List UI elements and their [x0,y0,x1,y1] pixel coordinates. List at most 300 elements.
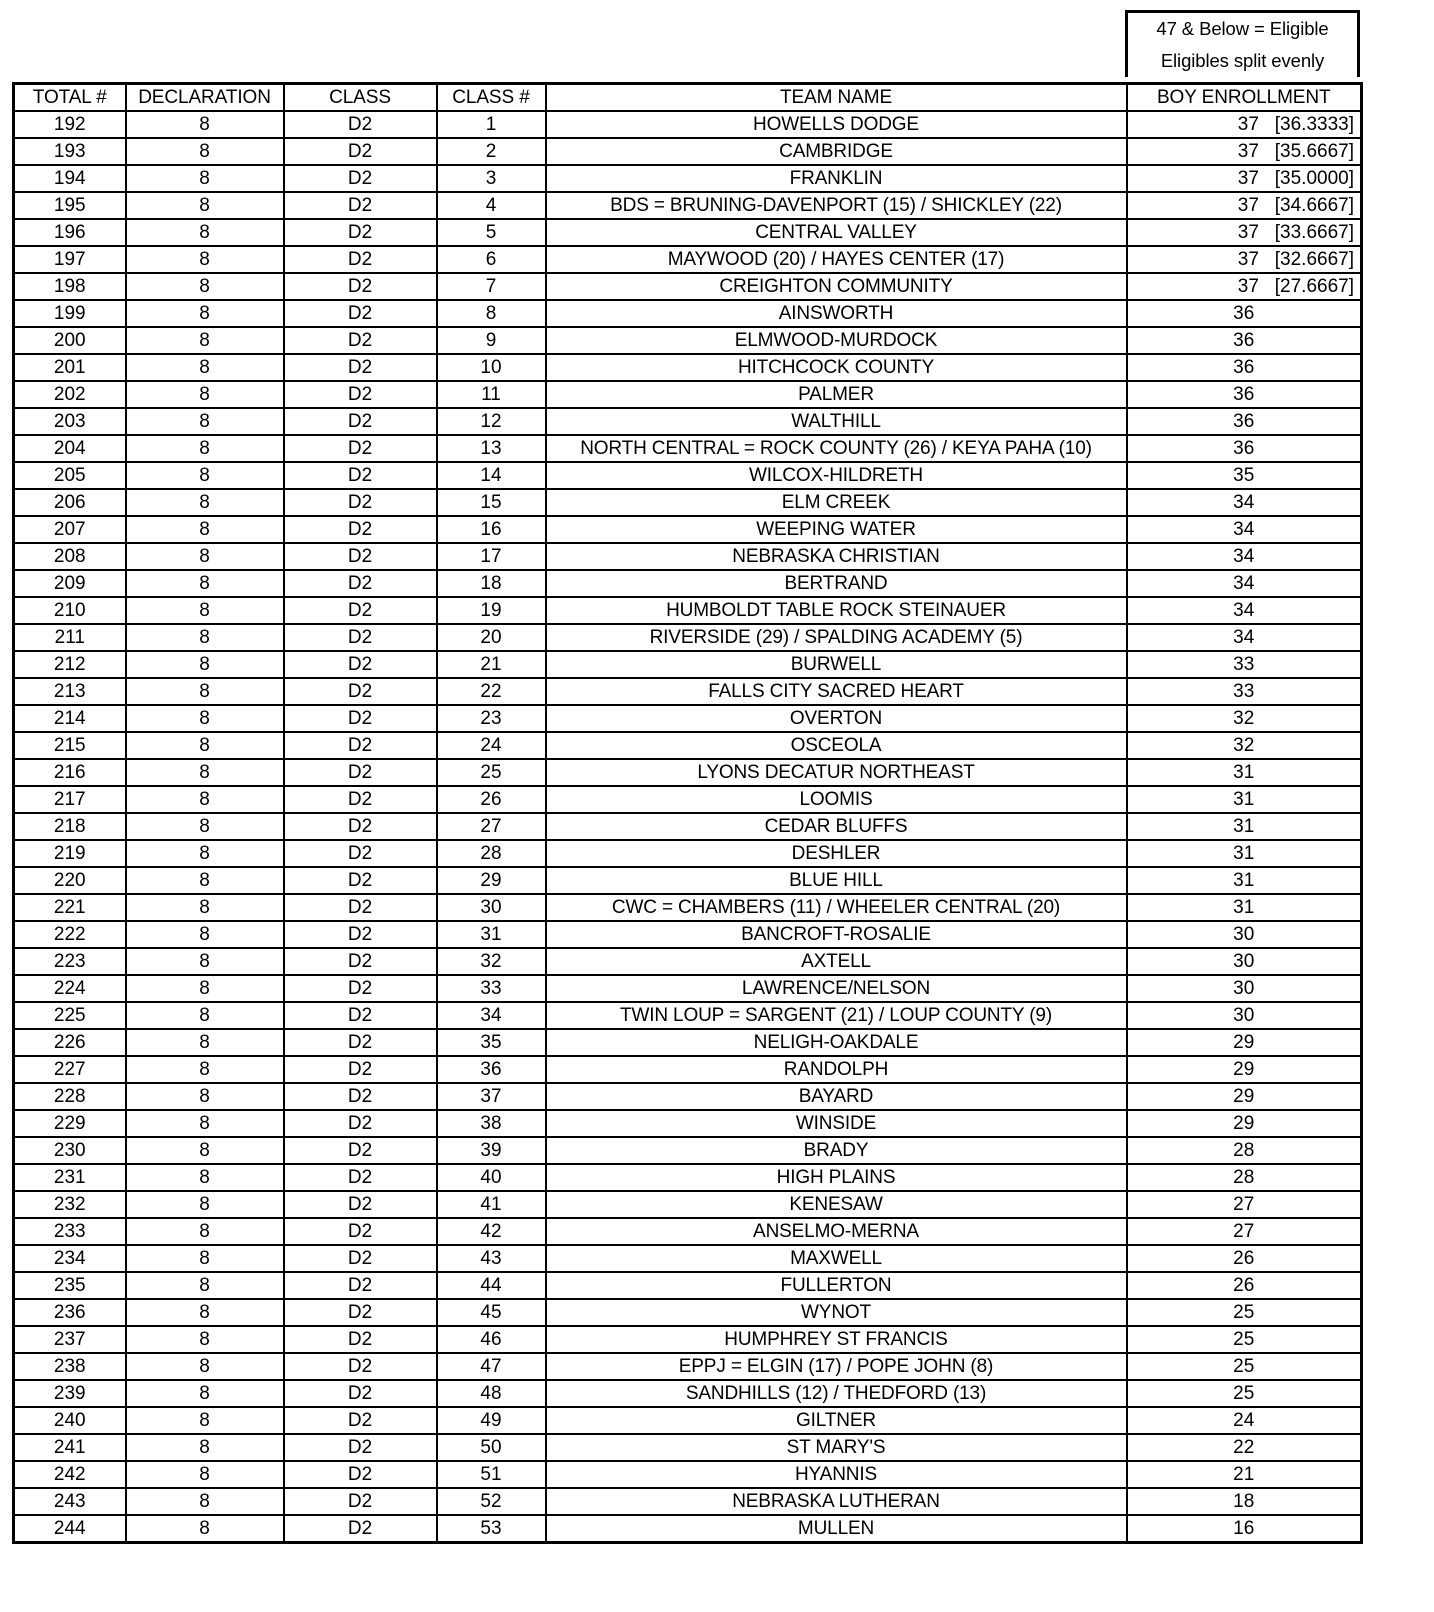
cell-boy-enrollment [1127,597,1362,624]
cell-declaration: 8 [126,192,284,219]
boy-enrollment-split-value: 37 [27.6667] [1237,276,1354,297]
table-row[interactable] [14,1515,1362,1543]
cell-boy-enrollment [1127,1110,1362,1137]
cell-team-name: NEBRASKA LUTHERAN [546,1488,1127,1515]
column-header-declaration[interactable]: DECLARATION [126,84,284,112]
cell-declaration: 8 [126,1029,284,1056]
cell-total: 213 [14,678,126,705]
cell-class-number: 15 [437,489,546,516]
boy-enrollment-split-value: 37 [35.0000] [1237,168,1354,189]
cell-team-name: BANCROFT-ROSALIE [546,921,1127,948]
cell-total: 235 [14,1272,126,1299]
table-row[interactable] [14,489,1362,516]
cell-total: 237 [14,1326,126,1353]
cell-team-name: EPPJ = ELGIN (17) / POPE JOHN (8) [546,1353,1127,1380]
boy-enrollment-value: 31 [1233,870,1255,891]
cell-class-number: 7 [437,273,546,300]
boy-enrollment-value: 36 [1233,357,1255,378]
cell-class: D2 [284,1299,437,1326]
cell-boy-enrollment [1127,1272,1362,1299]
cell-class-number: 36 [437,1056,546,1083]
boy-enrollment-split-value: 37 [36.3333] [1237,114,1354,135]
cell-class-number: 5 [437,219,546,246]
cell-boy-enrollment [1127,219,1362,246]
table-row[interactable] [14,273,1362,300]
cell-class-number: 38 [437,1110,546,1137]
cell-declaration: 8 [126,543,284,570]
cell-declaration: 8 [126,246,284,273]
cell-class-number: 18 [437,570,546,597]
cell-declaration: 8 [126,435,284,462]
cell-team-name: WINSIDE [546,1110,1127,1137]
cell-declaration: 8 [126,1218,284,1245]
cell-class-number: 8 [437,300,546,327]
cell-class-number: 35 [437,1029,546,1056]
cell-boy-enrollment [1127,138,1362,165]
table-row[interactable] [14,1002,1362,1029]
cell-total: 210 [14,597,126,624]
cell-class-number: 48 [437,1380,546,1407]
cell-boy-enrollment [1127,192,1362,219]
boy-enrollment-value: 34 [1233,519,1255,540]
cell-boy-enrollment [1127,786,1362,813]
cell-team-name: MAXWELL [546,1245,1127,1272]
cell-boy-enrollment [1127,651,1362,678]
boy-enrollment-value: 29 [1233,1059,1255,1080]
cell-boy-enrollment [1127,1407,1362,1434]
cell-team-name: HITCHCOCK COUNTY [546,354,1127,381]
cell-team-name: OVERTON [546,705,1127,732]
cell-declaration: 8 [126,165,284,192]
boy-enrollment-value: 36 [1233,330,1255,351]
cell-team-name: LOOMIS [546,786,1127,813]
cell-class: D2 [284,840,437,867]
boy-enrollment-split-value: 37 [32.6667] [1237,249,1354,270]
table-row[interactable] [14,1029,1362,1056]
table-row[interactable] [14,138,1362,165]
cell-team-name: RANDOLPH [546,1056,1127,1083]
cell-total: 196 [14,219,126,246]
cell-team-name: ANSELMO-MERNA [546,1218,1127,1245]
cell-class: D2 [284,462,437,489]
cell-class-number: 11 [437,381,546,408]
cell-boy-enrollment [1127,1137,1362,1164]
cell-total: 244 [14,1515,126,1543]
cell-class: D2 [284,1515,437,1543]
cell-total: 206 [14,489,126,516]
column-header-boy-enrollment[interactable]: BOY ENROLLMENT [1127,84,1362,112]
cell-class: D2 [284,1056,437,1083]
column-header-class[interactable]: CLASS [284,84,437,112]
cell-class-number: 16 [437,516,546,543]
cell-team-name: CEDAR BLUFFS [546,813,1127,840]
cell-class-number: 51 [437,1461,546,1488]
table-row[interactable] [14,813,1362,840]
cell-declaration: 8 [126,1002,284,1029]
cell-total: 234 [14,1245,126,1272]
cell-class-number: 20 [437,624,546,651]
boy-enrollment-value: 30 [1233,978,1255,999]
cell-total: 208 [14,543,126,570]
cell-total: 215 [14,732,126,759]
boy-enrollment-value: 34 [1233,600,1255,621]
cell-team-name: RIVERSIDE (29) / SPALDING ACADEMY (5) [546,624,1127,651]
cell-class: D2 [284,327,437,354]
cell-class-number: 30 [437,894,546,921]
cell-class-number: 43 [437,1245,546,1272]
table-row[interactable] [14,1137,1362,1164]
cell-boy-enrollment [1127,1191,1362,1218]
column-header-team-name[interactable]: TEAM NAME [546,84,1127,112]
cell-boy-enrollment [1127,894,1362,921]
cell-class-number: 37 [437,1083,546,1110]
cell-total: 202 [14,381,126,408]
cell-class: D2 [284,1164,437,1191]
boy-enrollment-value: 34 [1233,546,1255,567]
cell-class-number: 2 [437,138,546,165]
cell-team-name: LYONS DECATUR NORTHEAST [546,759,1127,786]
cell-declaration: 8 [126,300,284,327]
cell-class: D2 [284,300,437,327]
cell-declaration: 8 [126,1245,284,1272]
table-row[interactable] [14,462,1362,489]
cell-class-number: 23 [437,705,546,732]
table-row[interactable] [14,246,1362,273]
table-row[interactable] [14,327,1362,354]
table-row[interactable] [14,165,1362,192]
boy-enrollment-value: 30 [1233,924,1255,945]
table-row[interactable] [14,1191,1362,1218]
table-row[interactable] [14,1272,1362,1299]
cell-total: 231 [14,1164,126,1191]
cell-class: D2 [284,246,437,273]
cell-team-name: BLUE HILL [546,867,1127,894]
cell-total: 218 [14,813,126,840]
cell-class-number: 1 [437,111,546,138]
cell-declaration: 8 [126,921,284,948]
cell-declaration: 8 [126,597,284,624]
cell-total: 223 [14,948,126,975]
cell-team-name: LAWRENCE/NELSON [546,975,1127,1002]
boy-enrollment-value: 32 [1233,735,1255,756]
cell-declaration: 8 [126,1272,284,1299]
cell-total: 198 [14,273,126,300]
cell-team-name: MAYWOOD (20) / HAYES CENTER (17) [546,246,1127,273]
cell-class: D2 [284,867,437,894]
cell-boy-enrollment [1127,1299,1362,1326]
cell-class-number: 3 [437,165,546,192]
boy-enrollment-value: 29 [1233,1032,1255,1053]
cell-boy-enrollment [1127,1083,1362,1110]
boy-enrollment-value: 24 [1233,1410,1255,1431]
table-row[interactable] [14,1056,1362,1083]
table-row[interactable] [14,1380,1362,1407]
cell-boy-enrollment [1127,732,1362,759]
cell-boy-enrollment [1127,840,1362,867]
cell-total: 229 [14,1110,126,1137]
cell-total: 233 [14,1218,126,1245]
cell-team-name: BURWELL [546,651,1127,678]
cell-declaration: 8 [126,1083,284,1110]
table-row[interactable] [14,948,1362,975]
column-header-total[interactable]: TOTAL # [14,84,126,112]
cell-total: 199 [14,300,126,327]
table-row[interactable] [14,381,1362,408]
table-row[interactable] [14,1245,1362,1272]
cell-class-number: 6 [437,246,546,273]
cell-declaration: 8 [126,1326,284,1353]
cell-total: 227 [14,1056,126,1083]
cell-team-name: WEEPING WATER [546,516,1127,543]
table-row[interactable] [14,516,1362,543]
table-row[interactable] [14,624,1362,651]
cell-boy-enrollment [1127,948,1362,975]
cell-boy-enrollment [1127,624,1362,651]
cell-class: D2 [284,975,437,1002]
table-row[interactable] [14,570,1362,597]
table-row[interactable] [14,1164,1362,1191]
table-row[interactable] [14,840,1362,867]
cell-class-number: 19 [437,597,546,624]
cell-team-name: AXTELL [546,948,1127,975]
cell-total: 204 [14,435,126,462]
boy-enrollment-value: 31 [1233,816,1255,837]
cell-total: 232 [14,1191,126,1218]
cell-total: 225 [14,1002,126,1029]
table-row[interactable] [14,543,1362,570]
table-row[interactable] [14,921,1362,948]
boy-enrollment-value: 28 [1233,1140,1255,1161]
table-row[interactable] [14,111,1362,138]
cell-class-number: 34 [437,1002,546,1029]
column-header-class-number[interactable]: CLASS # [437,84,546,112]
cell-boy-enrollment [1127,489,1362,516]
cell-class: D2 [284,1434,437,1461]
table-row[interactable] [14,300,1362,327]
cell-class-number: 13 [437,435,546,462]
cell-class: D2 [284,948,437,975]
table-body [14,111,1362,1543]
cell-boy-enrollment [1127,408,1362,435]
cell-total: 197 [14,246,126,273]
cell-declaration: 8 [126,327,284,354]
table-row[interactable] [14,1083,1362,1110]
cell-class-number: 26 [437,786,546,813]
cell-boy-enrollment [1127,543,1362,570]
cell-class-number: 27 [437,813,546,840]
cell-boy-enrollment [1127,867,1362,894]
cell-boy-enrollment [1127,516,1362,543]
enrollment-table [12,82,1363,1544]
cell-declaration: 8 [126,759,284,786]
cell-total: 228 [14,1083,126,1110]
cell-total: 200 [14,327,126,354]
cell-class-number: 10 [437,354,546,381]
table-row[interactable] [14,1407,1362,1434]
cell-class: D2 [284,219,437,246]
cell-boy-enrollment [1127,1515,1362,1543]
cell-class: D2 [284,192,437,219]
cell-total: 242 [14,1461,126,1488]
boy-enrollment-value: 26 [1233,1248,1255,1269]
table-row[interactable] [14,1461,1362,1488]
cell-total: 219 [14,840,126,867]
cell-team-name: NEBRASKA CHRISTIAN [546,543,1127,570]
cell-team-name: CENTRAL VALLEY [546,219,1127,246]
cell-class-number: 50 [437,1434,546,1461]
cell-boy-enrollment [1127,975,1362,1002]
table-row[interactable] [14,894,1362,921]
cell-boy-enrollment [1127,1434,1362,1461]
boy-enrollment-value: 34 [1233,627,1255,648]
table-row[interactable] [14,192,1362,219]
cell-total: 220 [14,867,126,894]
boy-enrollment-value: 34 [1233,573,1255,594]
boy-enrollment-value: 18 [1233,1491,1255,1512]
table-row[interactable] [14,354,1362,381]
cell-declaration: 8 [126,111,284,138]
cell-boy-enrollment [1127,246,1362,273]
cell-boy-enrollment [1127,1164,1362,1191]
table-row[interactable] [14,705,1362,732]
table-row[interactable] [14,732,1362,759]
cell-declaration: 8 [126,624,284,651]
cell-team-name: BRADY [546,1137,1127,1164]
cell-total: 243 [14,1488,126,1515]
cell-total: 212 [14,651,126,678]
cell-class: D2 [284,489,437,516]
cell-boy-enrollment [1127,759,1362,786]
cell-boy-enrollment [1127,273,1362,300]
cell-declaration: 8 [126,894,284,921]
cell-team-name: WYNOT [546,1299,1127,1326]
cell-boy-enrollment [1127,1380,1362,1407]
cell-total: 230 [14,1137,126,1164]
header-row [14,84,1362,112]
table-row[interactable] [14,1299,1362,1326]
cell-declaration: 8 [126,1488,284,1515]
cell-class-number: 33 [437,975,546,1002]
cell-declaration: 8 [126,948,284,975]
cell-declaration: 8 [126,1056,284,1083]
cell-total: 194 [14,165,126,192]
cell-class-number: 41 [437,1191,546,1218]
boy-enrollment-value: 25 [1233,1302,1255,1323]
table-row[interactable] [14,867,1362,894]
cell-class: D2 [284,1407,437,1434]
table-row[interactable] [14,975,1362,1002]
table-row[interactable] [14,435,1362,462]
cell-boy-enrollment [1127,300,1362,327]
cell-class: D2 [284,1191,437,1218]
cell-class: D2 [284,381,437,408]
table-row[interactable] [14,678,1362,705]
cell-team-name: WALTHILL [546,408,1127,435]
boy-enrollment-value: 27 [1233,1194,1255,1215]
cell-team-name: AINSWORTH [546,300,1127,327]
cell-class: D2 [284,111,437,138]
cell-team-name: ELMWOOD-MURDOCK [546,327,1127,354]
table-header [14,84,1362,112]
table-row[interactable] [14,786,1362,813]
cell-class: D2 [284,1137,437,1164]
table-row[interactable] [14,651,1362,678]
cell-total: 211 [14,624,126,651]
cell-class-number: 29 [437,867,546,894]
table-row[interactable] [14,408,1362,435]
cell-declaration: 8 [126,516,284,543]
cell-class-number: 12 [437,408,546,435]
cell-team-name: HYANNIS [546,1461,1127,1488]
cell-declaration: 8 [126,813,284,840]
cell-boy-enrollment [1127,705,1362,732]
cell-class: D2 [284,1245,437,1272]
cell-class: D2 [284,408,437,435]
cell-class-number: 17 [437,543,546,570]
cell-total: 239 [14,1380,126,1407]
cell-team-name: PALMER [546,381,1127,408]
boy-enrollment-value: 31 [1233,762,1255,783]
cell-team-name: WILCOX-HILDRETH [546,462,1127,489]
cell-class: D2 [284,354,437,381]
cell-class-number: 47 [437,1353,546,1380]
cell-team-name: SANDHILLS (12) / THEDFORD (13) [546,1380,1127,1407]
table-row[interactable] [14,1110,1362,1137]
cell-declaration: 8 [126,1137,284,1164]
table-row[interactable] [14,1218,1362,1245]
cell-boy-enrollment [1127,1218,1362,1245]
boy-enrollment-value: 31 [1233,897,1255,918]
cell-boy-enrollment [1127,327,1362,354]
cell-declaration: 8 [126,732,284,759]
boy-enrollment-value: 26 [1233,1275,1255,1296]
table-row[interactable] [14,759,1362,786]
table-row[interactable] [14,1488,1362,1515]
table-row[interactable] [14,219,1362,246]
cell-team-name: ELM CREEK [546,489,1127,516]
cell-declaration: 8 [126,273,284,300]
table-row[interactable] [14,1434,1362,1461]
boy-enrollment-value: 29 [1233,1113,1255,1134]
cell-class: D2 [284,651,437,678]
cell-class: D2 [284,1272,437,1299]
cell-class-number: 24 [437,732,546,759]
table-row[interactable] [14,1326,1362,1353]
boy-enrollment-value: 33 [1233,681,1255,702]
cell-class-number: 53 [437,1515,546,1543]
cell-class: D2 [284,921,437,948]
cell-declaration: 8 [126,975,284,1002]
cell-boy-enrollment [1127,570,1362,597]
cell-class-number: 52 [437,1488,546,1515]
cell-declaration: 8 [126,354,284,381]
table-row[interactable] [14,1353,1362,1380]
cell-team-name: MULLEN [546,1515,1127,1543]
eligibility-note-line-1: 47 & Below = Eligible [1156,18,1329,39]
cell-team-name: BAYARD [546,1083,1127,1110]
cell-boy-enrollment [1127,1029,1362,1056]
cell-total: 224 [14,975,126,1002]
cell-declaration: 8 [126,1380,284,1407]
table-row[interactable] [14,597,1362,624]
cell-total: 203 [14,408,126,435]
cell-class: D2 [284,705,437,732]
cell-boy-enrollment [1127,381,1362,408]
cell-declaration: 8 [126,1164,284,1191]
cell-class: D2 [284,732,437,759]
cell-class-number: 42 [437,1218,546,1245]
cell-declaration: 8 [126,1353,284,1380]
